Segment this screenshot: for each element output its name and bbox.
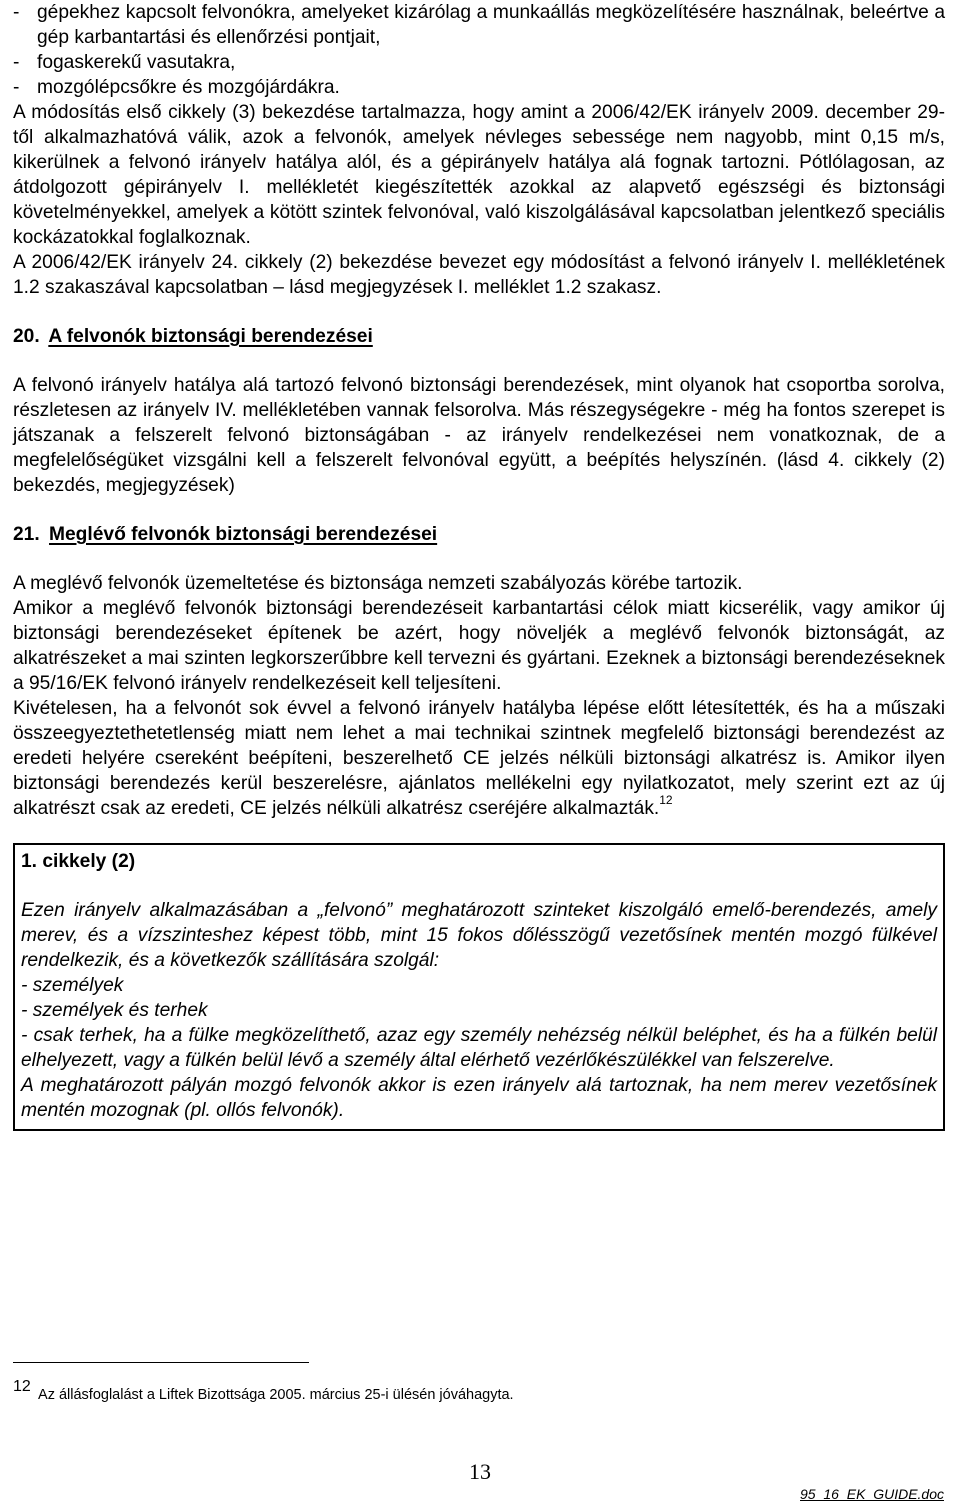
document-filename: 95_16_EK_GUIDE.doc	[800, 1486, 944, 1502]
list-dash: -	[13, 52, 20, 73]
section-21-paragraph-1: A meglévő felvonók üzemeltetése és biztonsága nemzeti szabályozás körébe tartozik.	[13, 573, 743, 594]
list-item	[13, 75, 945, 100]
list-item	[13, 0, 945, 50]
document-page	[13, 0, 945, 1131]
section-title: A felvonók biztonsági berendezései	[48, 326, 373, 347]
footnote-text: Az állásfoglalást a Liftek Bizottsága 2005. március 25-i ülésén jóváhagyta.	[38, 1387, 514, 1403]
paragraph-2006-42: A 2006/42/EK irányelv 24. cikkely (2) bekezdése bevezet egy módosítást a felvonó irányelv I. mellékletének 1.2 szakaszával kapcsolatban – lásd megjegyzések I. melléklet 1.2 szakasz.	[13, 252, 945, 298]
footnote-separator	[13, 1362, 309, 1363]
section-20-text: A felvonó irányelv hatálya alá tartozó felvonó biztonsági berendezések, mint olyanok hat csoportba sorolva, részletesen az irányelv IV. mellékletében vannak felsorolva. Más részegységekre - még ha fontos szerepet is játszanak a felszerelt felvonó biztonságában - az irányelv rendelkezései nem vonatkoznak, de a megfelelőségüket vizsgálni kell a felszerelt felvonóval együtt, a beépítés helyszínén. (lásd 4. cikkely (2) bekezdés, megjegyzések)	[13, 375, 945, 496]
section-21-paragraph-3	[13, 696, 945, 821]
list-item	[13, 50, 945, 75]
box-list-item: - személyek	[21, 975, 124, 996]
footnote-number: 12	[13, 1378, 31, 1395]
list-dash: -	[13, 2, 20, 23]
paragraph-text: Kivételesen, ha a felvonót sok évvel a felvonó irányelv hatályba lépése előtt létesítették, és ha a műszaki összeegyeztethetetlenség miatt nem lehet a mai technikai szintnek megfelelő biztonsági berendezést az eredeti helyére csereként beépíteni, beszerelhető CE jelzés nélküli biztonsági alkatrész is. Amikor ilyen biztonsági berendezés kerül beszerelésre, ajánlatos mellékelni egy nyilatkozatot, mely szerint ezt az új alkatrészt csak az eredeti, CE jelzés nélküli alkatrész cseréjére alkalmazták.	[13, 698, 945, 819]
list-item-text: gépekhez kapcsolt felvonókra, amelyeket kizárólag a munkaállás megközelítésére használnak, beleértve a gép karbantartási és ellenőrzési pontjait,	[37, 2, 945, 48]
box-title: 1. cikkely (2)	[21, 851, 136, 872]
section-21-paragraph-2: Amikor a meglévő felvonók biztonsági berendezéseit karbantartási célok miatt kicserélik, vagy amikor új biztonsági berendezéseket építenek be azért, hogy növeljék a meglévő felvonók biztonságát, az alkatrészeket a mai szinten legkorszerűbbre kell tervezni és gyártani. Ezeknek a biztonsági berendezéseknek a 95/16/EK felvonó irányelv rendelkezéseit kell teljesíteni.	[13, 598, 945, 694]
section-20-heading	[13, 324, 945, 349]
box-paragraph-2: A meghatározott pályán mozgó felvonók akkor is ezen irányelv alá tartoznak, ha nem merev vezetősínek mentén mozognak (pl. ollós felvonók).	[21, 1075, 937, 1121]
footnote	[13, 1378, 514, 1404]
list-dash: -	[13, 77, 20, 98]
section-21-heading	[13, 522, 945, 547]
paragraph-intro: A módosítás első cikkely (3) bekezdése tartalmazza, hogy amint a 2006/42/EK irányelv 2009. december 29-től alkalmazhatóvá válik, azok a felvonók, amelyek névleges sebessége nem nagyobb, mint 0,15 m/s, kikerülnek a felvonó irányelv hatálya alól, és a gépirányelv hatálya alá fognak tartozni. Pótlólagosan, az átdolgozott gépirányelv I. mellékletét kiegészítették azokkal az alapvető egészségi és biztonsági követelményekkel, amelyek a kötött szintek felvonóval, való kiszolgálásával kapcsolatban jelentkező speciális kockázatokkal foglalkoznak.	[13, 102, 945, 248]
list-item-text: fogaskerekű vasutakra,	[37, 52, 236, 73]
box-list-item: - személyek és terhek	[21, 1000, 208, 1021]
section-title: Meglévő felvonók biztonsági berendezései	[49, 524, 438, 545]
box-paragraph-1: Ezen irányelv alkalmazásában a „felvonó” meghatározott szinteket kiszolgáló emelő-berendezés, amely merev, és a vízszinteshez képest több, mint 15 fokos dőlésszögű vezetősínek mentén mozgó fülkével rendelkezik, és a következők szállítására szolgál:	[21, 900, 937, 971]
footnote-reference[interactable]: 12	[659, 793, 673, 807]
quoted-article-box	[13, 843, 945, 1131]
list-top	[13, 0, 945, 100]
section-number: 20.	[13, 326, 40, 347]
section-number: 21.	[13, 524, 40, 545]
page-number: 13	[469, 1459, 491, 1484]
list-item-text: mozgólépcsőkre és mozgójárdákra.	[37, 77, 340, 98]
box-list-item: - csak terhek, ha a fülke megközelíthető, azaz egy személy nehézség nélkül beléphet, és ha a fülkén belül elhelyezett, vagy a fülkén belül lévő a személy által elérhető vezérlőkészülékkel van felszerelve.	[21, 1025, 937, 1071]
